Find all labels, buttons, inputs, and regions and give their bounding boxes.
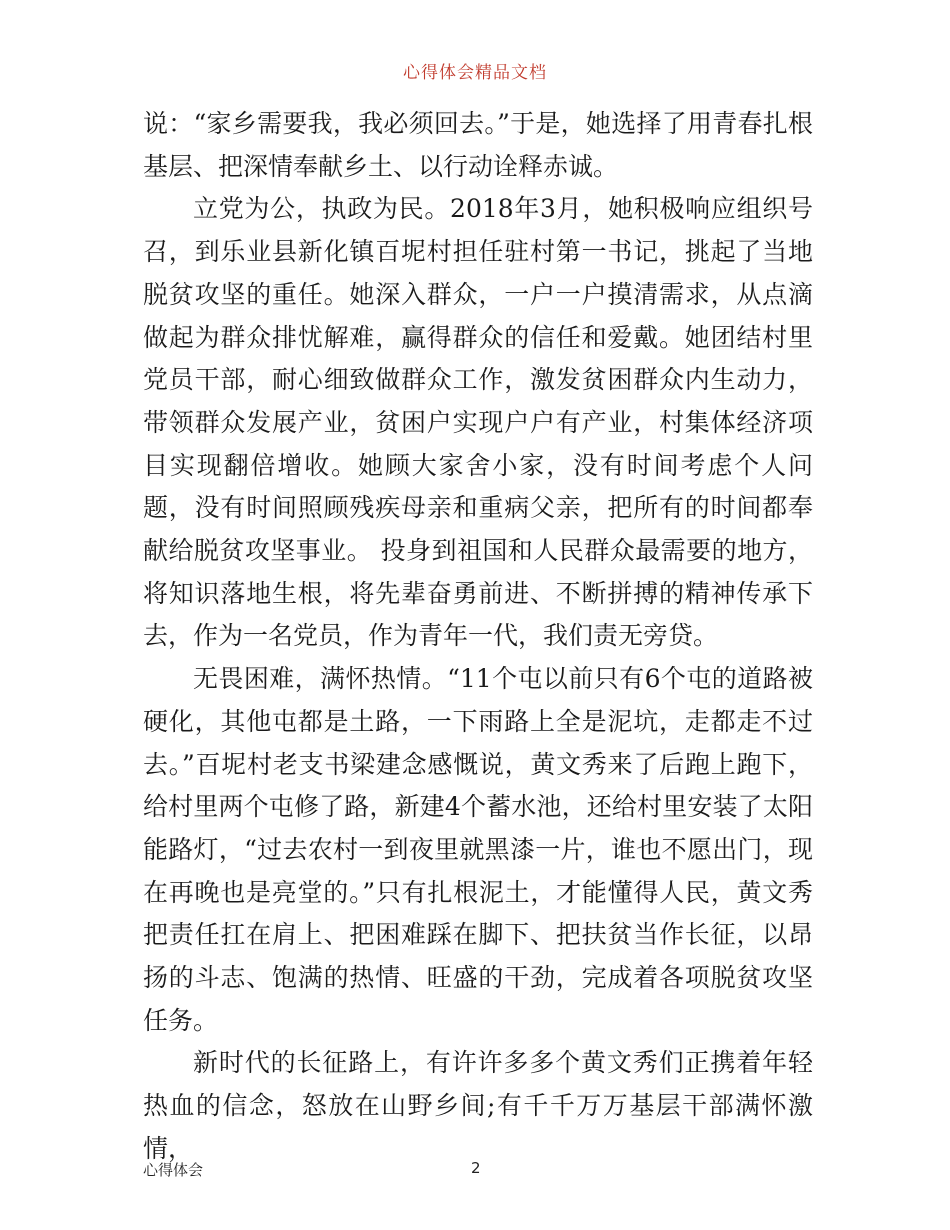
paragraph-continuation: 说：“家乡需要我，我必须回去。”于是，她选择了用青春扎根基层、把深情奉献乡土、以行动诠释赤诚。 bbox=[143, 109, 813, 181]
paragraph-courage: 无畏困难，满怀热情。“11个屯以前只有6个屯的道路被硬化，其他屯都是土路，一下雨路上全是泥坑，走都走不过去。”百坭村老支书梁建念感慨说，黄文秀来了后跑上跑下，给村里两个屯修了路，新建4个蓄水池，还给村里安装了太阳能路灯，“过去农村一到夜里就黑漆一片，谁也不愿出门，现在再晚也是亮堂的。”只有扎根泥土，才能懂得人民，黄文秀把责任扛在肩上、把困难踩在脚下、把扶贫当作长征，以昂扬的斗志、饱满的热情、旺盛的干劲，完成着各项脱贫攻坚任务。 bbox=[143, 664, 813, 1035]
footer-label: 心得体会 bbox=[143, 1161, 204, 1179]
page-header-title: 心得体会精品文档 bbox=[403, 63, 547, 83]
paragraph-dedication: 立党为公，执政为民。2018年3月，她积极响应组织号召，到乐业县新化镇百坭村担任驻村第一书记，挑起了当地脱贫攻坚的重任。她深入群众，一户一户摸清需求，从点滴做起为群众排忧解难，赢得群众的信任和爱戴。她团结村里党员干部，耐心细致做群众工作，激发贫困群众内生动力，带领群众发展产业，贫困户实现户户有产业，村集体经济项目实现翻倍增收。她顾大家舍小家，没有时间考虑个人问题，没有时间照顾残疾母亲和重病父亲，把所有的时间都奉献给脱贫攻坚事业。 投身到祖国和人民群众最需要的地方，将知识落地生根，将先辈奋勇前进、不断拼搏的精神传承下去，作为一名党员，作为青年一代，我们责无旁贷。 bbox=[143, 194, 813, 651]
document-body bbox=[143, 103, 813, 1171]
paragraph-new-era: 新时代的长征路上，有许许多多个黄文秀们正携着年轻热血的信念，怒放在山野乡间;有千千万万基层干部满怀激情， bbox=[143, 1048, 813, 1163]
page-number: 2 bbox=[471, 1159, 481, 1177]
